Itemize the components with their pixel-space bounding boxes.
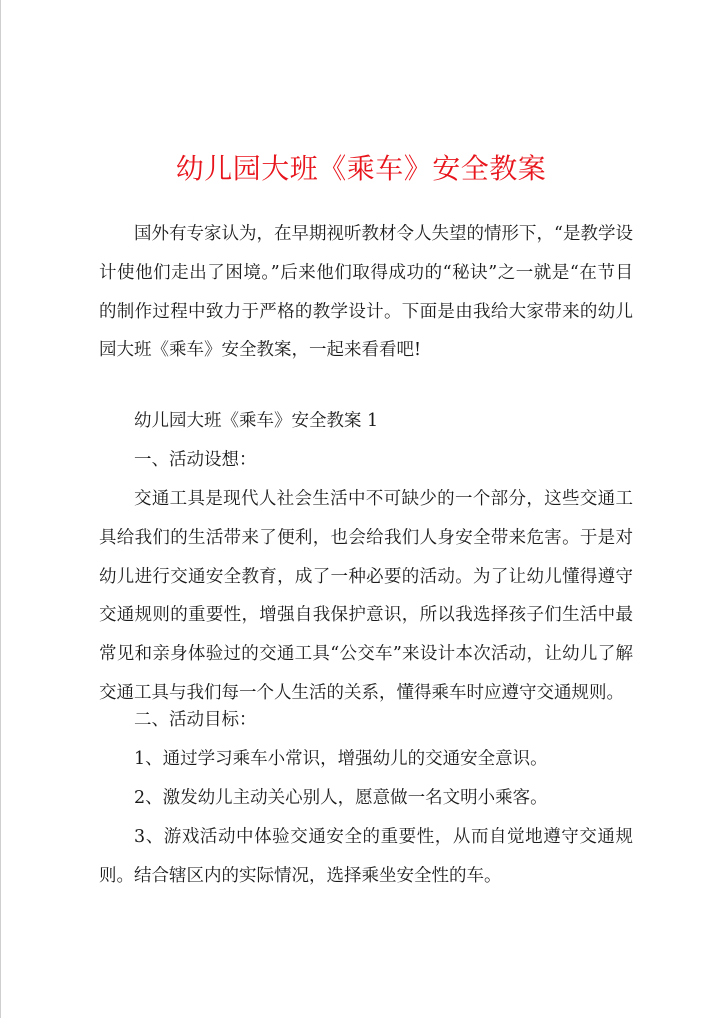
document-title: 幼儿园大班《乘车》安全教案	[175, 152, 547, 185]
goal-item-3: 3、游戏活动中体验交通安全的重要性，从而自觉地遵守交通规则。结合辖区内的实际情况，选择乘坐安全性的车。	[99, 827, 633, 886]
goal-item-2: 2、激发幼儿主动关心别人，愿意做一名文明小乘客。	[134, 788, 548, 808]
goal-item-1: 1、通过学习乘车小常识，增强幼儿的交通安全意识。	[134, 749, 548, 769]
part1-heading: 一、活动设想：	[134, 450, 257, 470]
section-heading: 幼儿园大班《乘车》安全教案 1	[134, 411, 379, 431]
part2-heading: 二、活动目标：	[134, 710, 257, 730]
intro-paragraph: 国外有专家认为，在早期视听教材令人失望的情形下，“是教学设计使他们走出了困境。”后来他们取得成功的“秘诀”之一就是“在节目的制作过程中致力于严格的教学设计。下面是由我给大家带来的幼儿园大班《乘车》安全教案，一起来看看吧!	[99, 224, 633, 361]
part1-body: 交通工具是现代人社会生活中不可缺少的一个部分，这些交通工具给我们的生活带来了便利，也会给我们人身安全带来危害。于是对幼儿进行交通安全教育，成了一种必要的活动。为了让幼儿懂得遵守交通规则的重要性，增强自我保护意识，所以我选择孩子们生活中最常见和亲身体验过的交通工具“公交车”来设计本次活动，让幼儿了解交通工具与我们每一个人生活的关系，懂得乘车时应遵守交通规则。	[99, 489, 633, 703]
